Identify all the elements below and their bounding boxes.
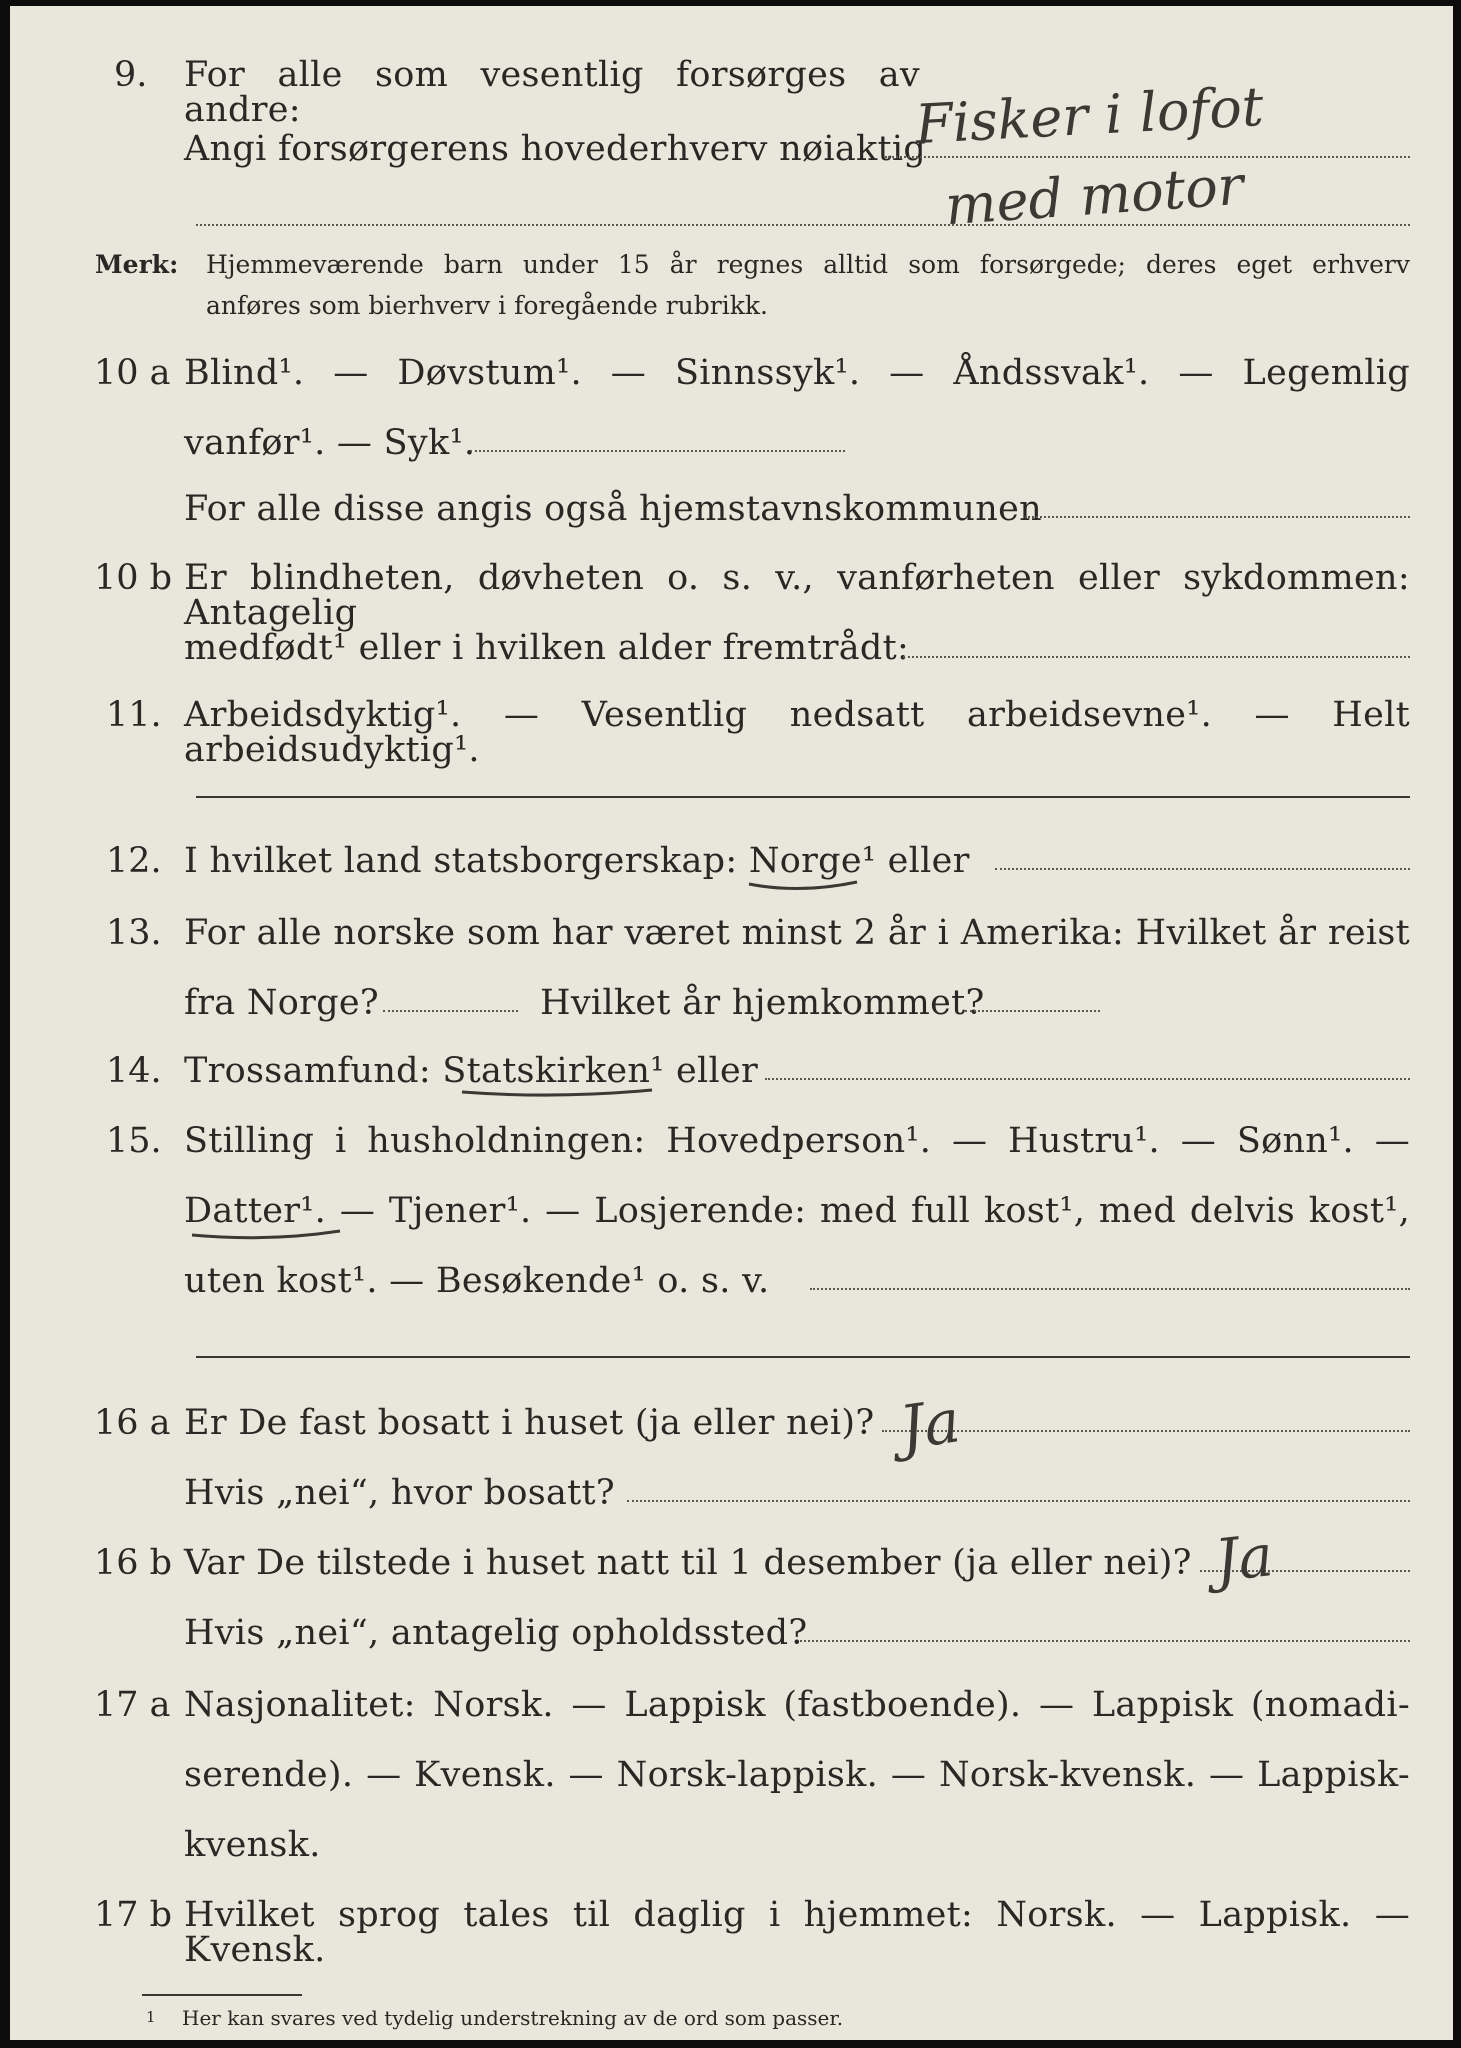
q9-answer-line-1 <box>885 156 1410 158</box>
q17b-line1: Hvilket sprog tales til daglig i hjemmet: Norsk. — Lappisk. — Kvensk. <box>184 1895 1410 1970</box>
q10b-number: 10 b <box>94 558 173 598</box>
q12-answer-dots <box>995 868 1410 870</box>
q11-number: 11. <box>106 695 162 735</box>
q9-handwritten-answer-2: med motor <box>943 153 1246 238</box>
q12-line1: I hvilket land statsborgerskap: Norge¹ eller <box>184 841 970 881</box>
q15-line2: Datter¹. — Tjener¹. — Losjerende: med full kost¹, med delvis kost¹, <box>184 1191 1410 1231</box>
q10a-line1: Blind¹. — Døvstum¹. — Sinnssyk¹. — Åndssvak¹. — Legemlig <box>184 353 1410 393</box>
q13-year-left-dots <box>383 1010 518 1012</box>
q16a-line2: Hvis „nei“, hvor bosatt? <box>184 1473 615 1513</box>
q9-line1: For alle som vesentlig forsørges av andre: <box>184 55 920 130</box>
q12-number: 12. <box>106 841 162 881</box>
q15-datter-underline <box>188 1224 348 1244</box>
q10a-line2-dots <box>470 450 845 452</box>
q13-line2b: Hvilket år hjemkommet? <box>540 983 985 1023</box>
q9-answer-line-2 <box>196 224 1410 226</box>
q10a-line2: vanfør¹. — Syk¹. <box>184 423 476 463</box>
q9-line2: Angi forsørgerens hovederhverv nøiaktig <box>184 129 927 169</box>
q15-number: 15. <box>106 1121 162 1161</box>
q16b-line1: Var De tilstede i huset natt til 1 desember (ja eller nei)? <box>184 1543 1192 1583</box>
q13-line1: For alle norske som har været minst 2 år i Amerika: Hvilket år reist <box>184 913 1410 953</box>
q15-answer-line <box>196 1356 1410 1358</box>
q10a-line3: For alle disse angis også hjemstavnskommunen <box>184 489 1042 529</box>
q16b-number: 16 b <box>94 1543 173 1583</box>
q16a-number: 16 a <box>94 1403 171 1443</box>
q13-year-returned-dots <box>965 1010 1100 1012</box>
q16a-handwritten-answer: Ja <box>895 1386 965 1464</box>
q13-line2a: fra Norge? <box>184 983 379 1023</box>
q10a-line3-dots <box>1025 516 1410 518</box>
q16b-handwritten-answer: Ja <box>1211 1521 1277 1595</box>
q14-statskirken-underline <box>458 1083 658 1101</box>
q17a-number: 17 a <box>94 1685 171 1725</box>
q15-line1: Stilling i husholdningen: Hovedperson¹. — Hustru¹. — Sønn¹. — <box>184 1121 1410 1161</box>
q17a-line3: kvensk. <box>184 1825 321 1865</box>
q15-answer-dots <box>810 1288 1410 1290</box>
merk-line1: Hjemmeværende barn under 15 år regnes alltid som forsørgede; deres eget erhverv <box>206 250 1410 279</box>
footnote-text: Her kan svares ved tydelig understrekning av de ord som passer. <box>182 2006 844 2030</box>
footnote-mark: 1 <box>146 2008 156 2026</box>
q15-line3: uten kost¹. — Besøkende¹ o. s. v. <box>184 1261 770 1301</box>
merk-label: Merk: <box>95 250 179 279</box>
q9-handwritten-answer-1: Fisker i lofot <box>913 74 1265 157</box>
q17a-line1: Nasjonalitet: Norsk. — Lappisk (fastboende). — Lappisk (nomadi- <box>184 1685 1410 1725</box>
merk-line2: anføres som bierhverv i foregående rubrikk. <box>206 291 768 320</box>
q13-number: 13. <box>106 913 162 953</box>
q10a-number: 10 a <box>94 353 171 393</box>
q14-line1: Trossamfund: Statskirken¹ eller <box>184 1051 759 1091</box>
q11-answer-line <box>196 796 1410 798</box>
q10b-line2: medfødt¹ eller i hvilken alder fremtrådt: <box>184 628 910 668</box>
q14-number: 14. <box>106 1051 162 1091</box>
footnote-rule <box>142 1994 302 1996</box>
q16b-line2: Hvis „nei“, antagelig opholdssted? <box>184 1613 808 1653</box>
q9-number: 9. <box>114 55 148 95</box>
q17a-line2: serende). — Kvensk. — Norsk-lappisk. — Norsk-kvensk. — Lappisk- <box>184 1755 1410 1795</box>
q16b-line2-dots <box>800 1640 1410 1642</box>
q14-answer-dots <box>765 1078 1410 1080</box>
q17b-number: 17 b <box>94 1895 173 1935</box>
q16a-line1: Er De fast bosatt i huset (ja eller nei)? <box>184 1403 875 1443</box>
q12-norge-underline <box>745 874 865 894</box>
q10b-line2-dots <box>903 656 1410 658</box>
census-form-page <box>10 6 1453 2040</box>
q10b-line1: Er blindheten, døvheten o. s. v., vanførheten eller sykdommen: Antagelig <box>184 558 1410 633</box>
q16a-line2-dots <box>627 1500 1410 1502</box>
q11-line1: Arbeidsdyktig¹. — Vesentlig nedsatt arbeidsevne¹. — Helt arbeidsudyktig¹. <box>184 695 1410 770</box>
